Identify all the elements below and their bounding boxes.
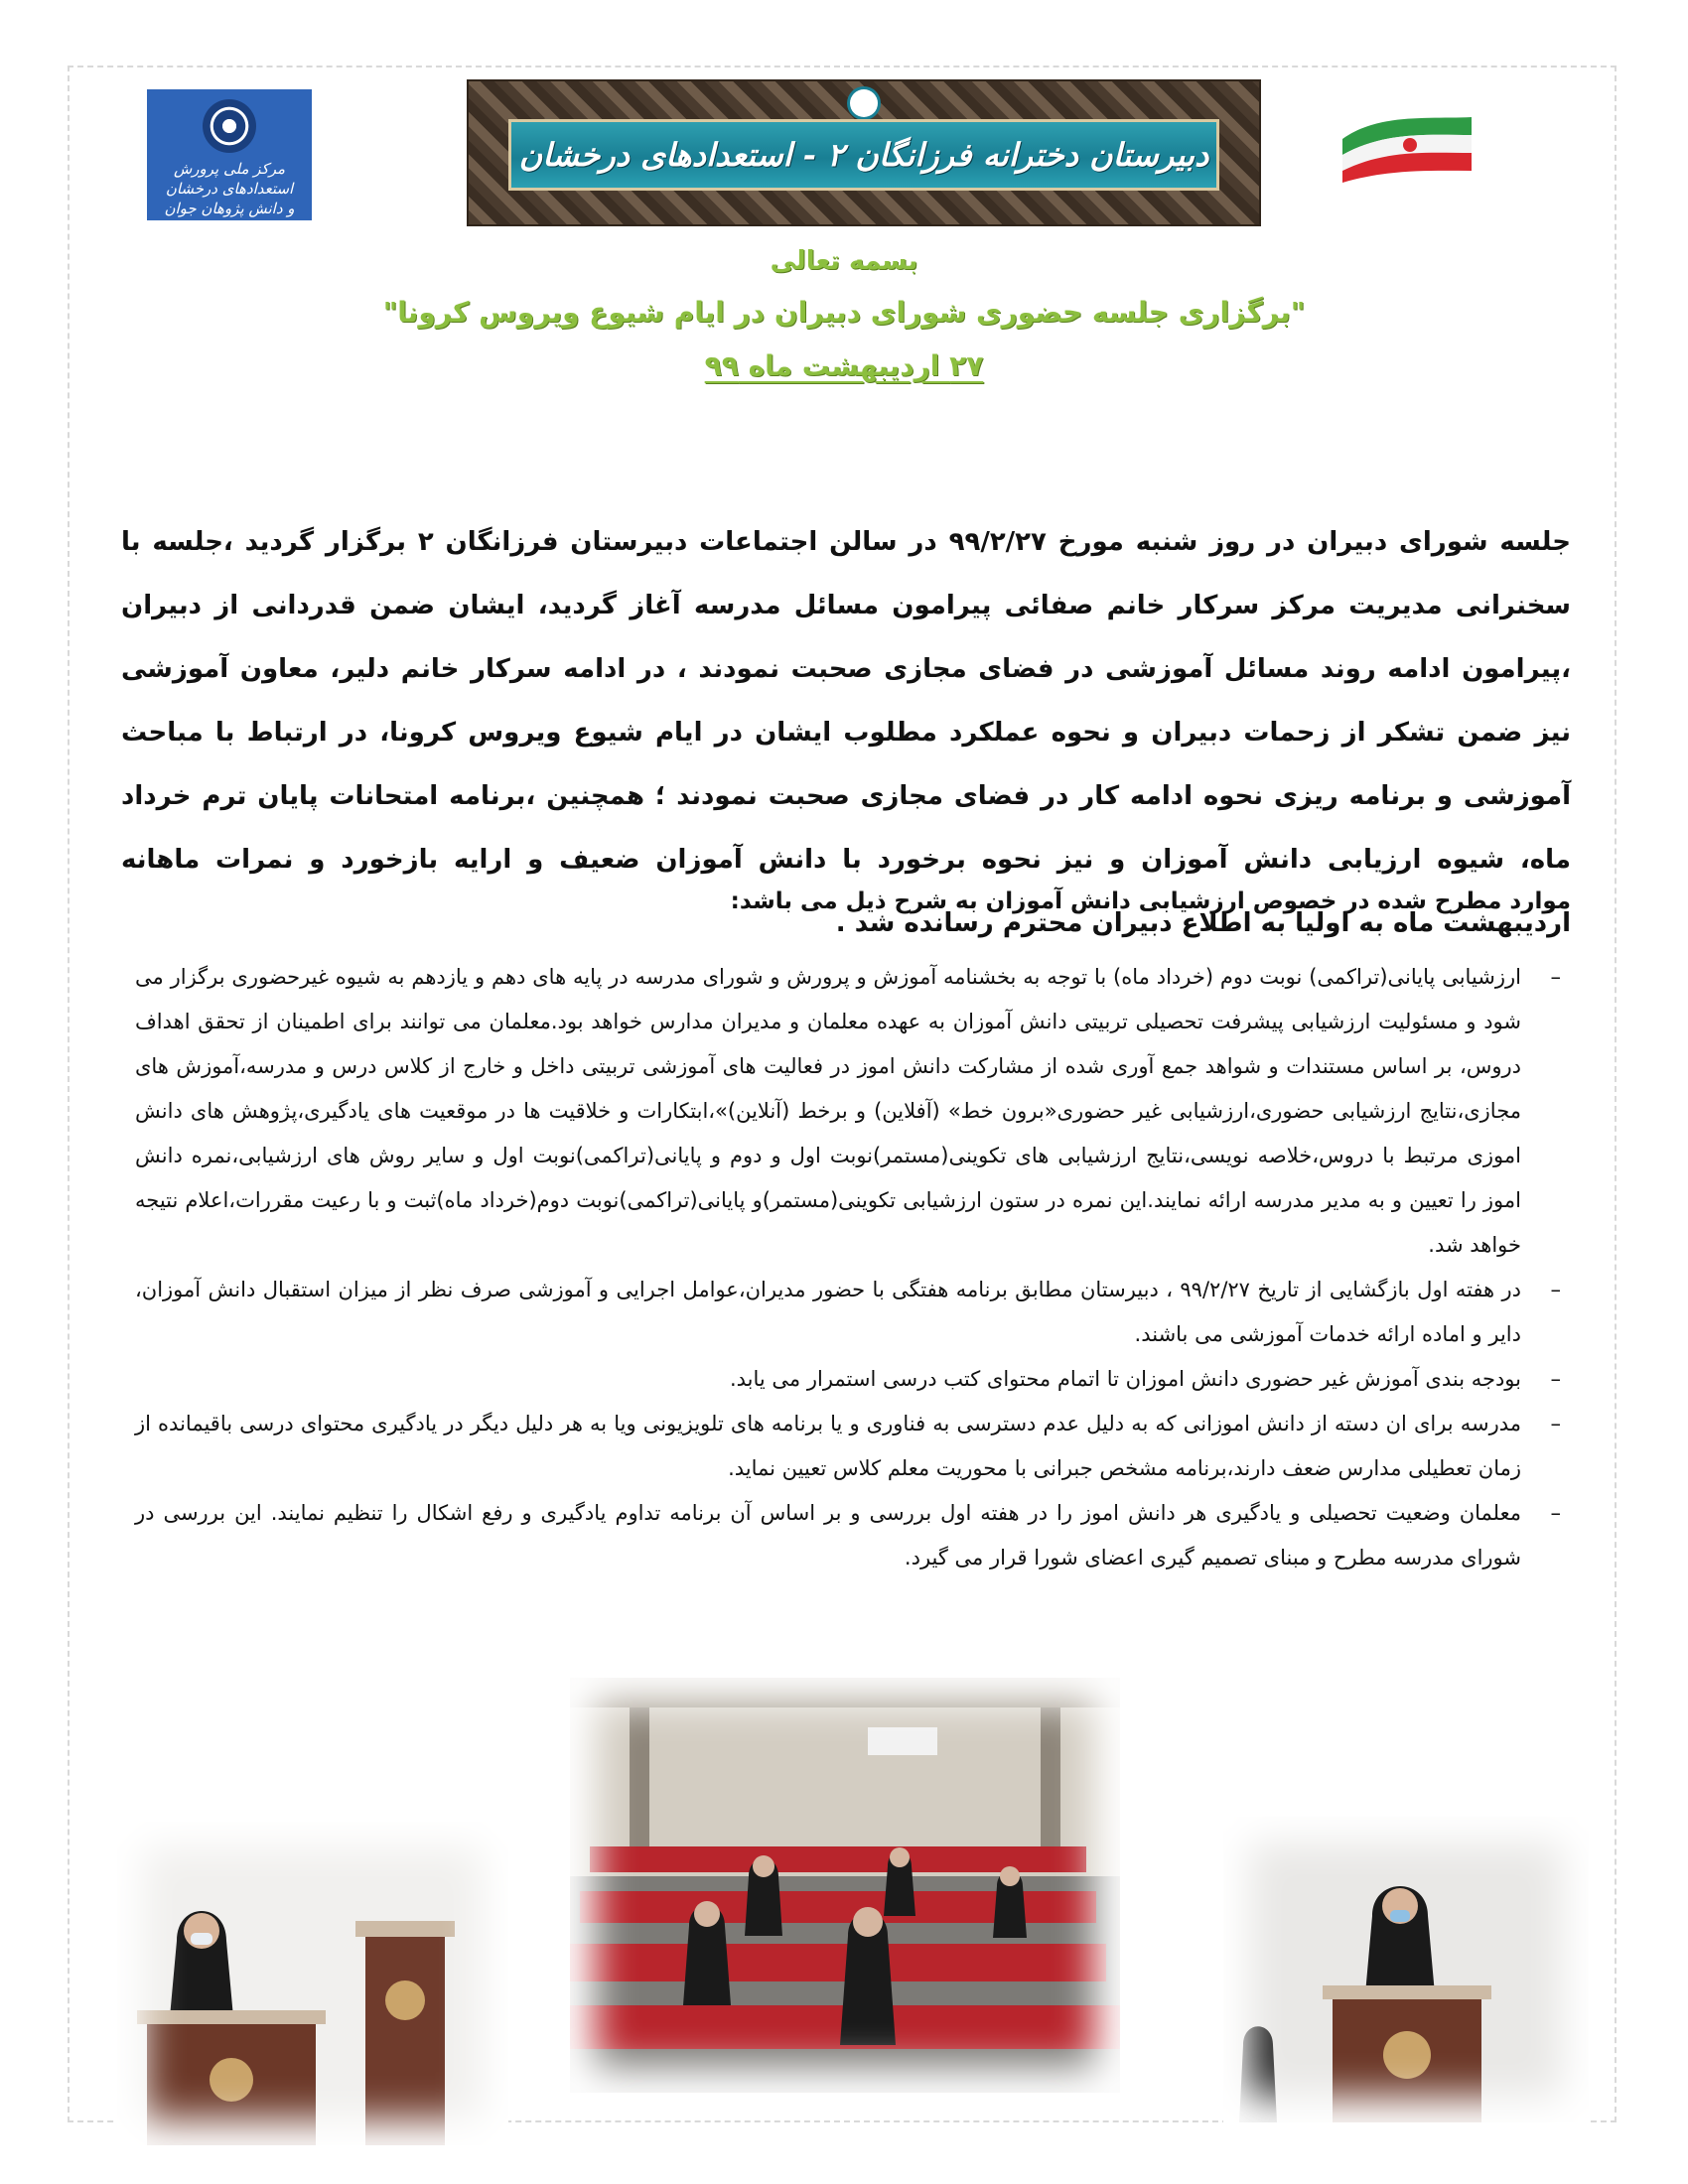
list-item-text: در هفته اول بازگشایی از تاریخ ۹۹/۲/۲۷ ، دبیرستان مطابق برنامه هفتگی با حضور مدیران،عوامل اجرایی و آموزشی صرف نظر از میزان استقبال دانش آموزان، دایر و اماده ارائه خدمات آموزشی می باشند.	[135, 1278, 1522, 1346]
bullet-marker: –	[1550, 1412, 1561, 1435]
list-item	[135, 1357, 1561, 1402]
headline-title: "برگزاری جلسه حضوری شورای دبیران در ایام شیوع ویروس کرونا"	[382, 296, 1306, 329]
school-banner	[467, 79, 1261, 226]
emblem-icon	[203, 99, 256, 153]
list-item	[135, 1491, 1561, 1580]
list-item	[135, 1268, 1561, 1357]
evaluation-subtitle: موارد مطرح شده در خصوص ارزشیابی دانش آموزان به شرح ذیل می باشد:	[730, 888, 1571, 914]
bullet-marker: –	[1550, 1501, 1561, 1525]
bullet-marker: –	[1550, 1278, 1561, 1301]
talent-center-logo	[147, 89, 312, 220]
speaker-podium-photo	[1223, 1817, 1589, 2122]
list-item-text: ارزشیابی پایانی(تراکمی) نوبت دوم (خرداد ماه) با توجه به بخشنامه آموزش و پرورش و شورای مدرسه در پایه های دهم و یازدهم به شیوه غیرحضوری برگزار می شود و مسئولیت ارزشیابی پیشرفت تحصیلی تربیتی دانش آموزان به عهده معلمان و مدیران مدارس خواهد بود.معلمان می توانند برای اطمینان از تحقق اهداف دروس، بر اساس مستندات و شواهد جمع آوری شده از مشارکت دانش اموز در فعالیت های آموزشی تربیتی داخل و خارج از کلاس درس و مدرسه،آموزش های مجازی،نتایج ارزشیابی حضوری،ارزشیابی غیر حضوری«برون خط» (آفلاین) و برخط (آنلاین)»،ابتکارات و خلاقیت ها در موقعیت های یادگیری،پژوهش های دانش اموزی مرتبط با دروس،خلاصه نویسی،نتایج ارزشیابی های تکوینی(مستمر)نوبت اول و دوم و پایانی(تراکمی)نوبت اول و سایر روش های ارزشیابی،نمره دانش اموز را تعیین و به مدیر مدرسه ارائه نمایند.این نمره در ستون ارزشیابی تکوینی(مستمر)و پایانی(تراکمی)نوبت دوم(خرداد ماه)ثبت و با رعیت مقررات،اعلام نتیجه خواهد شد.	[135, 965, 1521, 1257]
basmala-title: بسمه تعالی	[770, 246, 918, 276]
intro-paragraph: جلسه شورای دبیران در روز شنبه مورخ ۹۹/۲/۲۷ در سالن اجتماعات دبیرستان فرزانگان ۲ برگزار گردید ،جلسه با سخنرانی مدیریت مرکز سرکار خانم صفائی پیرامون مسائل مدرسه آغاز گردید، ایشان ضمن قدردانی از دبیران ،پیرامون ادامه روند مسائل آموزشی در فضای مجازی صحبت نمودند ، در ادامه سرکار خانم دلیر، معاون آموزشی نیز ضمن تشکر از زحمات دبیران و نحوه عملکرد مطلوب ایشان در ایام شیوع ویروس کرونا، در ارتباط با مباحث آموزشی و برنامه ریزی نحوه ادامه کار در فضای مجازی صحبت نمودند ؛ همچنین ،برنامه امتحانات پایان ترم خرداد ماه، شیوه ارزیابی دانش آموزان و نیز نحوه برخورد با دانش آموزان ضعیف و ارایه بازخورد و نمرات ماهانه اردیبهشت ماه به اولیا به اطلاع دبیران محترم رسانده شد .	[121, 527, 1571, 938]
list-item-text: معلمان وضعیت تحصیلی و یادگیری هر دانش اموز را در هفته اول بررسی و بر اساس آن برنامه تداوم یادگیری و رفع اشکال را تنظیم نمایند. این بررسی در شورای مدرسه مطرح و مبنای تصمیم گیری اعضای شورا قرار می گیرد.	[135, 1501, 1521, 1570]
list-item-text: مدرسه برای ان دسته از دانش اموزانی که به دلیل عدم دسترسی به فناوری و یا برنامه های تلویزیونی ویا به هر دلیل دیگر در یادگیری محتوای درسی باقیمانده از زمان تعطیلی مدارس ضعف دارند،برنامه مشخص جبرانی با محوریت معلم کلاس تعیین نماید.	[135, 1412, 1521, 1480]
logo-line-1: مرکز ملی پرورش استعدادهای درخشان	[165, 160, 294, 198]
list-item	[135, 1402, 1561, 1491]
evaluation-list	[135, 955, 1561, 1580]
banner-text: دبیرستان دخترانه فرزانگان ۲ - استعدادهای درخشان	[518, 136, 1209, 174]
emblem-icon	[850, 89, 878, 117]
banner-plaque	[508, 119, 1219, 191]
logo-line-2: و دانش پژوهان جوان	[164, 200, 295, 217]
list-item-text: بودجه بندی آموزش غیر حضوری دانش اموزان تا اتمام محتوای کتب درسی استمرار می یابد.	[729, 1367, 1521, 1391]
bullet-marker: –	[1550, 1367, 1561, 1391]
bullet-marker: –	[1550, 965, 1561, 989]
date-title: ۲۷ اردیبهشت ماه ۹۹	[704, 349, 984, 382]
meeting-hall-photo	[570, 1678, 1120, 2093]
speaker-photo	[117, 1822, 508, 2145]
iran-flag-icon	[1338, 109, 1476, 183]
logo-text	[153, 159, 306, 218]
list-item	[135, 955, 1561, 1268]
